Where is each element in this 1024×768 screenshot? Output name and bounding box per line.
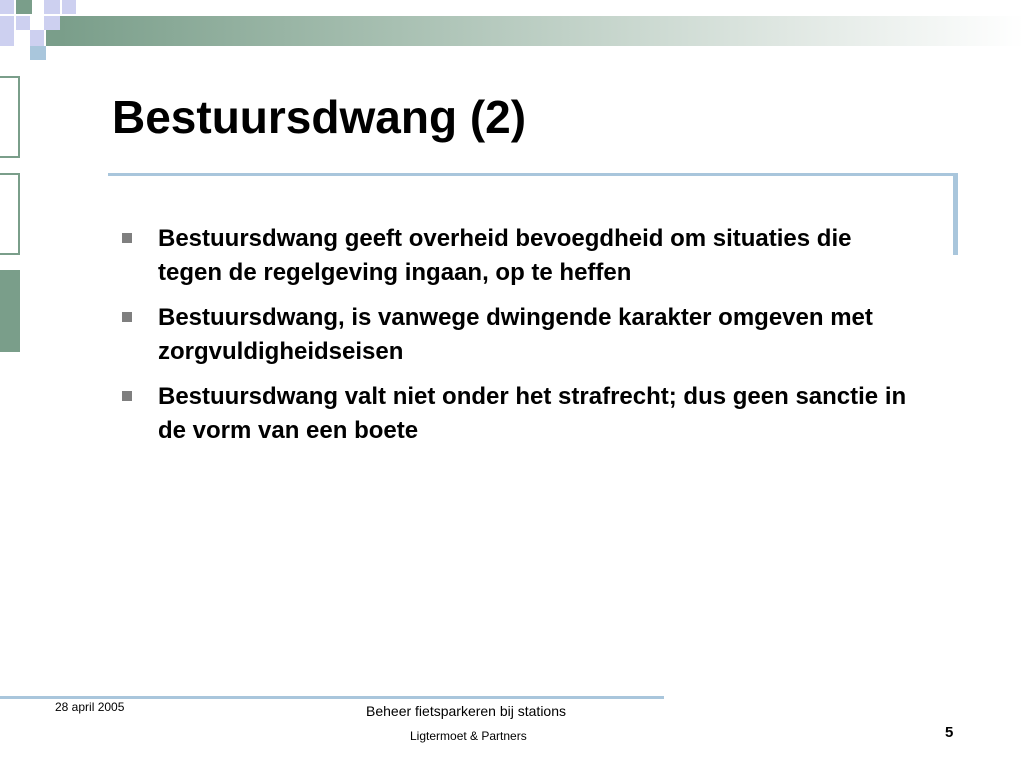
decor-square [30, 46, 46, 60]
footer-company: Ligtermoet & Partners [410, 729, 527, 743]
bullet-item [120, 301, 920, 369]
footer-date: 28 april 2005 [55, 700, 125, 714]
decor-square [0, 16, 14, 30]
decor-left-box [0, 173, 20, 255]
bullet-text: Bestuursdwang geeft overheid bevoegdheid om situaties die tegen de regelgeving ingaan, op te heffen [158, 225, 852, 286]
bullet-item [120, 222, 920, 290]
decor-square [16, 16, 30, 30]
decor-square [44, 0, 60, 14]
bullet-list [120, 222, 920, 459]
slide-title: Bestuursdwang (2) [112, 91, 527, 143]
decor-square [62, 0, 76, 14]
footer-title: Beheer fietsparkeren bij stations [366, 703, 566, 719]
bullet-item [120, 380, 920, 448]
square-bullet-icon [122, 391, 132, 401]
decor-square [44, 16, 60, 30]
bullet-text: Bestuursdwang valt niet onder het strafrecht; dus geen sanctie in de vorm van een boete [158, 383, 907, 444]
decor-square [0, 0, 14, 14]
bullet-text: Bestuursdwang, is vanwege dwingende karakter omgeven met zorgvuldigheidseisen [158, 304, 873, 365]
title-divider-end [953, 173, 958, 255]
decor-square [0, 30, 14, 46]
square-bullet-icon [122, 312, 132, 322]
decor-square [16, 0, 32, 14]
decor-square [30, 30, 44, 46]
title-divider [108, 173, 958, 176]
footer-divider [0, 696, 664, 699]
header-gradient-bar [60, 16, 1024, 46]
decor-square [46, 30, 60, 46]
square-bullet-icon [122, 233, 132, 243]
page-number: 5 [945, 724, 954, 741]
decor-left-box [0, 270, 20, 352]
decor-left-box [0, 76, 20, 158]
